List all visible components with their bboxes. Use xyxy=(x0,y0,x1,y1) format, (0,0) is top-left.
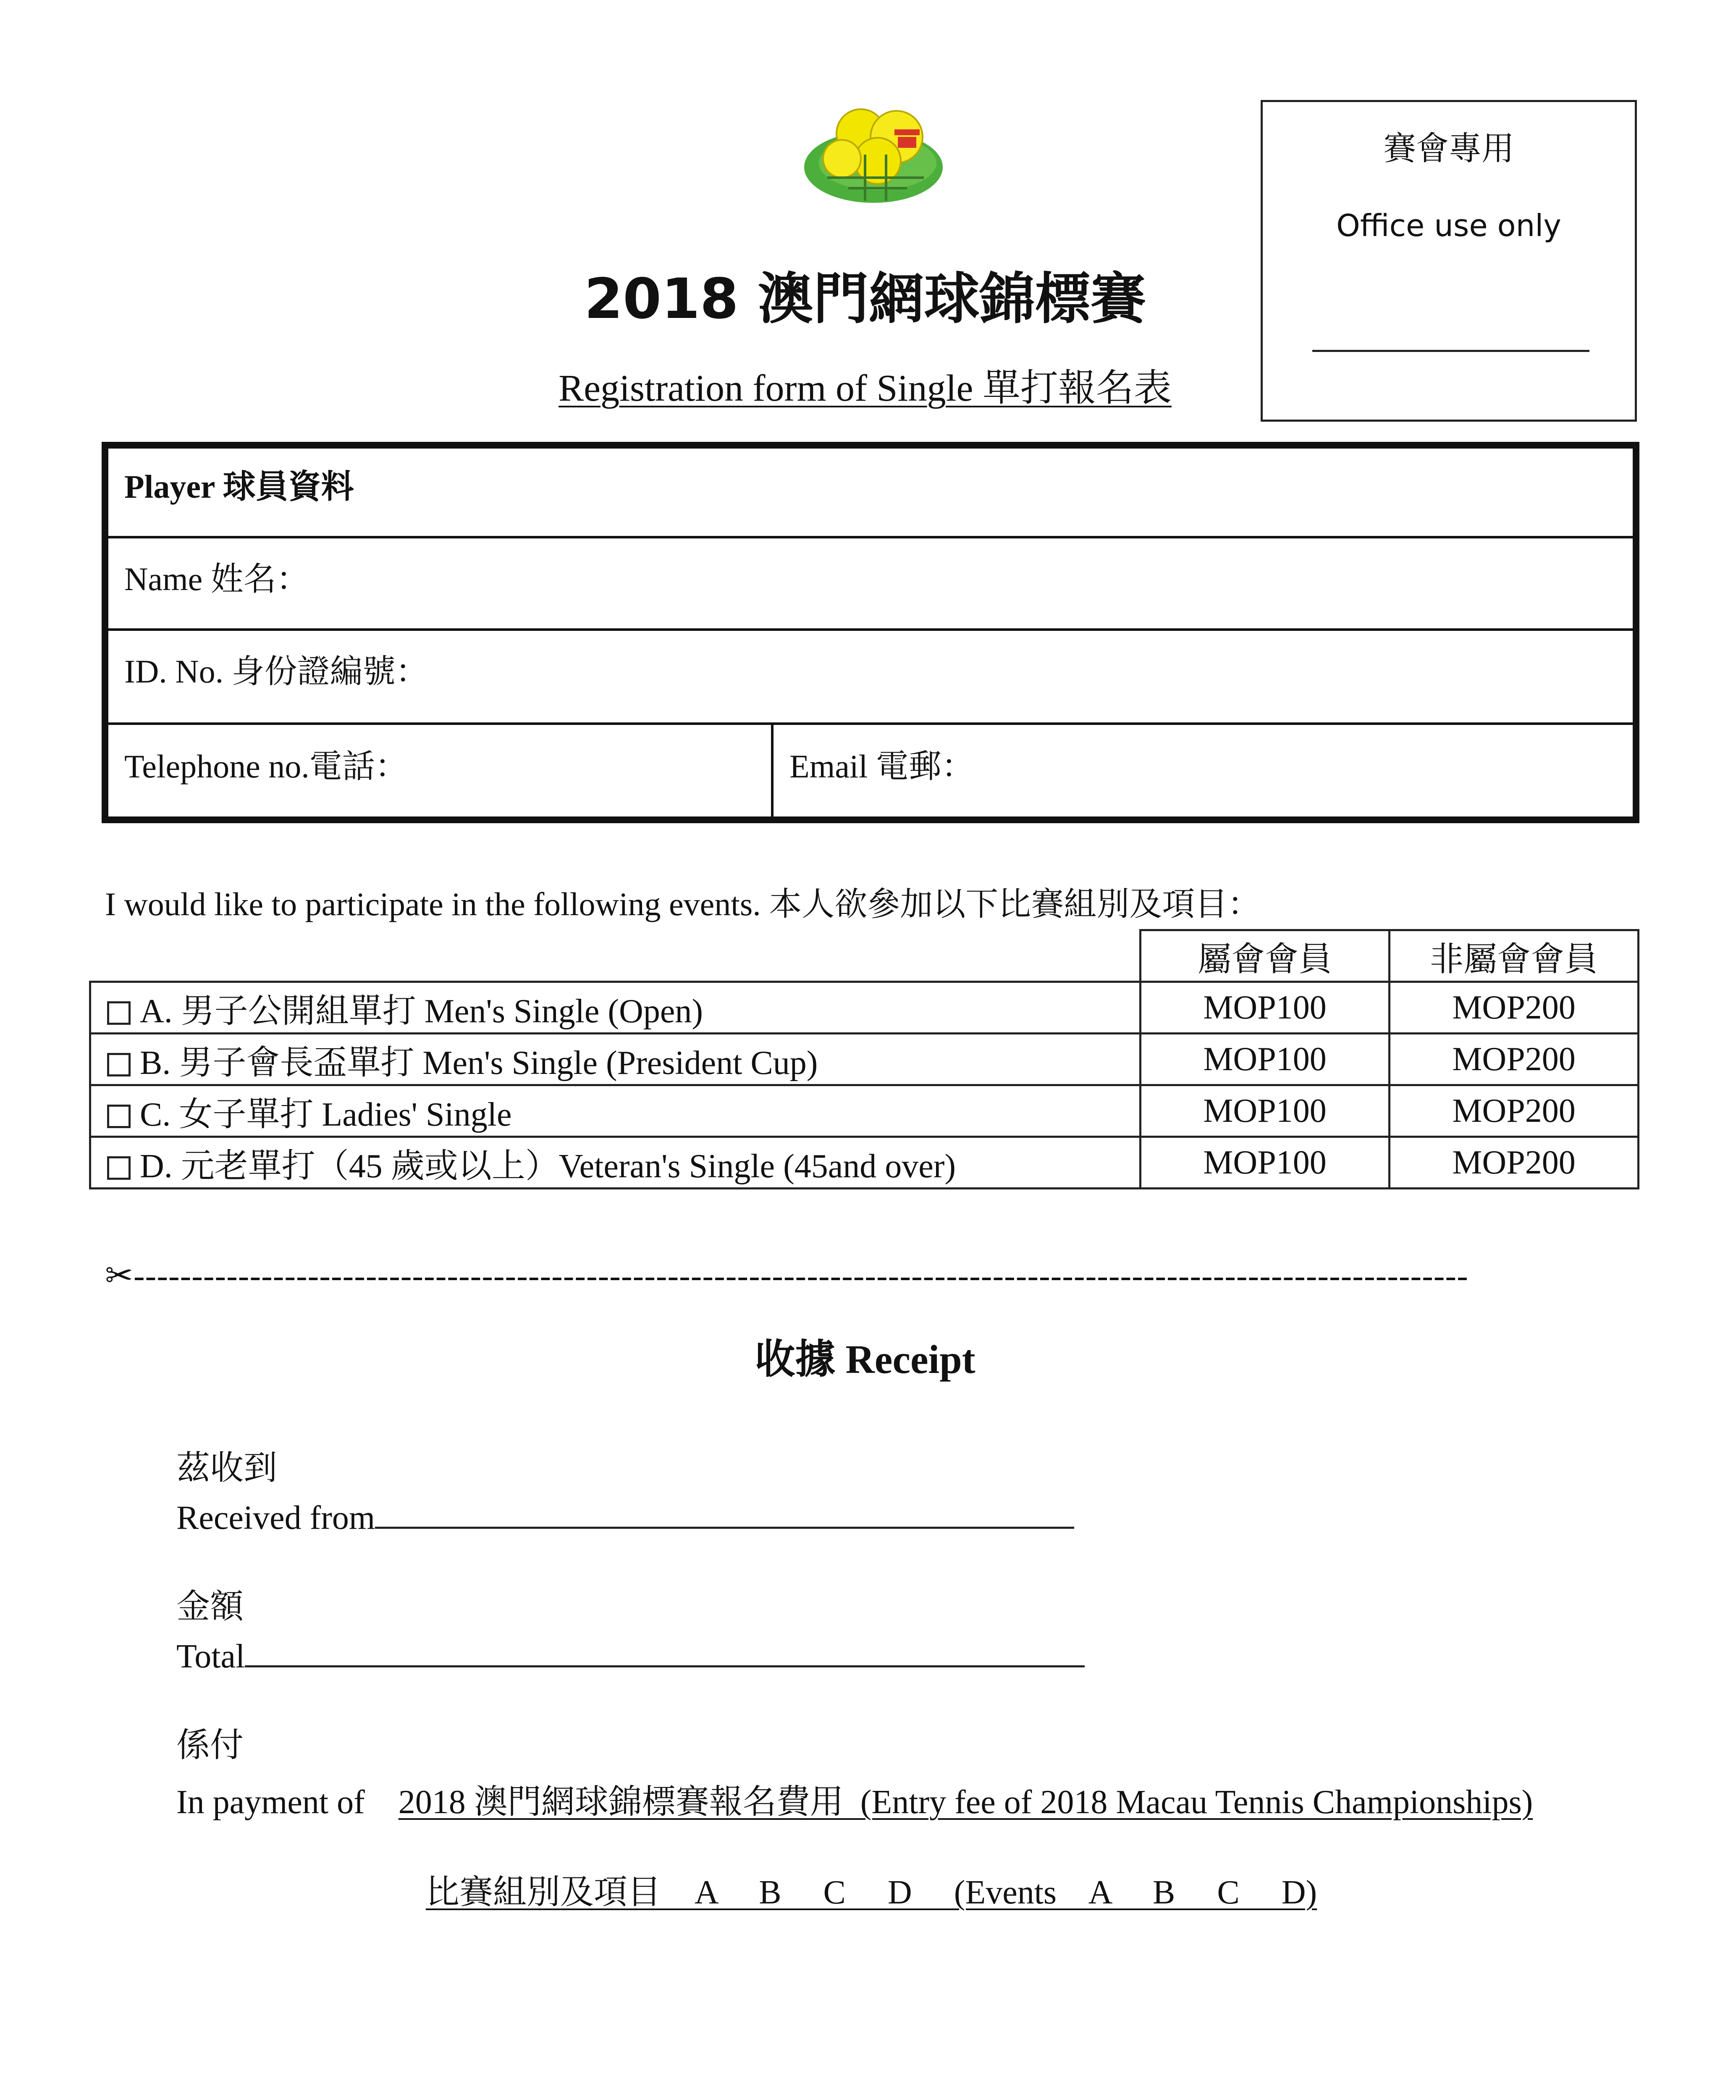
divider xyxy=(108,628,1633,631)
email-field-label[interactable]: Email 電郵： xyxy=(789,748,974,785)
event-d-checkbox[interactable] xyxy=(107,1156,131,1180)
member-fee: MOP100 xyxy=(1141,1137,1390,1189)
player-info-box xyxy=(102,442,1639,823)
championship-logo xyxy=(798,104,949,209)
event-cell xyxy=(90,1034,1141,1085)
event-label: A. 男子公開組單打 Men's Single (Open) xyxy=(140,992,703,1030)
receipt-events-text: 比賽組別及項目 A B C D (Events A B C D) xyxy=(425,1874,1317,1911)
total-label-zh: 金額 xyxy=(176,1588,244,1625)
cut-line xyxy=(105,1256,1634,1295)
nonmember-fee: MOP200 xyxy=(1390,1137,1639,1189)
received-from-row xyxy=(176,1497,1074,1537)
received-from-label-zh: 茲收到 xyxy=(176,1450,277,1487)
divider xyxy=(108,722,1633,725)
member-fee: MOP100 xyxy=(1141,1034,1390,1085)
payment-row xyxy=(176,1774,1533,1823)
event-c-checkbox[interactable] xyxy=(107,1105,131,1128)
event-cell xyxy=(90,1085,1141,1137)
divider xyxy=(771,725,774,823)
player-info-header: Player 球員資料 xyxy=(124,468,354,505)
column-nonmember: 非屬會會員 xyxy=(1390,930,1639,982)
total-label: Total xyxy=(176,1638,245,1675)
member-fee: MOP100 xyxy=(1141,982,1390,1034)
event-label: B. 男子會長盃單打 Men's Single (President Cup) xyxy=(140,1044,818,1082)
office-use-label-en: Office use only xyxy=(1336,208,1561,243)
payment-label-zh: 係付 xyxy=(176,1727,244,1764)
payment-value: 2018 澳門網球錦標賽報名費用 (Entry fee of 2018 Macau Tennis Championships) xyxy=(398,1784,1533,1821)
office-use-box xyxy=(1261,100,1637,422)
received-from-label: Received from xyxy=(176,1499,375,1536)
nonmember-fee: MOP200 xyxy=(1390,982,1639,1034)
total-row xyxy=(176,1636,1085,1676)
page-title: 2018 澳門網球錦標賽 xyxy=(584,267,1146,331)
event-label: C. 女子單打 Ladies' Single xyxy=(140,1096,512,1133)
events-table xyxy=(89,929,1639,1189)
office-use-label-zh: 賽會專用 xyxy=(1383,130,1514,168)
telephone-field-label[interactable]: Telephone no.電話： xyxy=(124,748,408,785)
table-row xyxy=(90,982,1639,1034)
table-header-blank xyxy=(90,930,1141,982)
id-field-label[interactable]: ID. No. 身份證編號： xyxy=(124,653,428,690)
payment-label: In payment of xyxy=(176,1784,365,1821)
event-cell xyxy=(90,1137,1141,1189)
table-row xyxy=(90,1085,1639,1137)
nonmember-fee: MOP200 xyxy=(1390,1085,1639,1137)
name-field-label[interactable]: Name 姓名： xyxy=(124,561,309,597)
scissors-icon: ✂ xyxy=(105,1256,134,1295)
column-member: 屬會會員 xyxy=(1141,930,1390,982)
table-row xyxy=(90,1137,1639,1189)
table-header-row xyxy=(90,930,1639,982)
cut-dashes: ------------------------------------------------------------------------------------------------------------------- xyxy=(134,1257,1469,1294)
event-a-checkbox[interactable] xyxy=(107,1001,131,1025)
table-row xyxy=(90,1034,1639,1085)
form-subtitle-text: Registration form of Single 單打報名表 xyxy=(559,368,1172,409)
event-label: D. 元老單打（45 歲或以上）Veteran's Single (45and over) xyxy=(140,1147,956,1185)
divider xyxy=(108,536,1633,538)
receipt-events-line xyxy=(336,1865,1407,1913)
events-intro: I would like to participate in the following events. 本人欲參加以下比賽組別及項目： xyxy=(105,886,1261,922)
form-subtitle xyxy=(462,357,1268,412)
receipt-title: 收據 Receipt xyxy=(755,1337,976,1382)
received-from-field[interactable] xyxy=(375,1497,1074,1529)
event-cell xyxy=(90,982,1141,1034)
member-fee: MOP100 xyxy=(1141,1085,1390,1137)
office-use-line xyxy=(1312,350,1589,352)
total-field[interactable] xyxy=(245,1636,1085,1667)
event-b-checkbox[interactable] xyxy=(107,1053,131,1076)
nonmember-fee: MOP200 xyxy=(1390,1034,1639,1085)
